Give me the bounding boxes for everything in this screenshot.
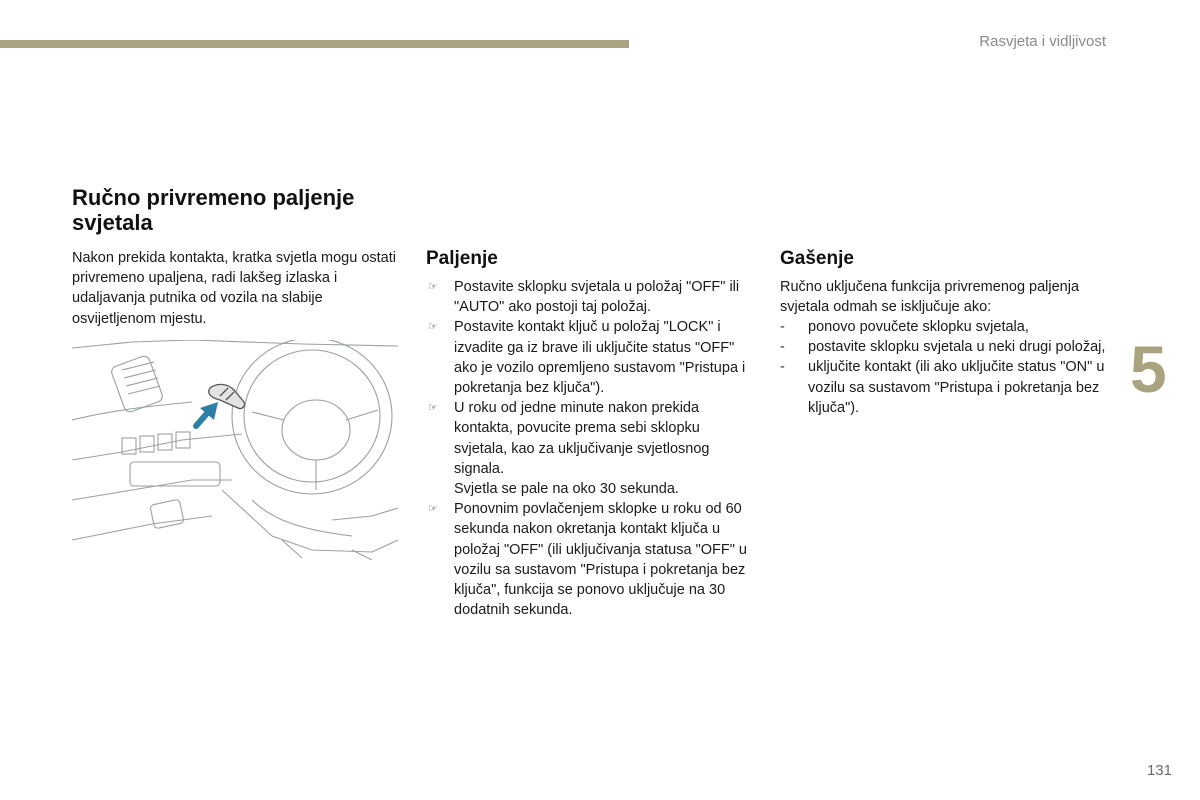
header-accent-bar: [0, 40, 629, 48]
pointing-hand-icon: ☞: [428, 402, 438, 415]
page-title: Ručno privremeno paljenje svjetala: [72, 185, 355, 235]
pull-direction-arrow-icon: [196, 402, 218, 426]
pointing-hand-icon: ☞: [428, 321, 438, 334]
list-item: ☞ Postavite sklopku svjetala u položaj "OFF" ili "AUTO" ako postoji taj položaj.: [428, 279, 740, 316]
page-number: 131: [1146, 762, 1172, 779]
gasenje-conditions-list: [780, 317, 1110, 418]
pointing-hand-icon: ☞: [428, 281, 438, 293]
dash-bullet: -: [780, 339, 785, 356]
steering-column-illustration: [72, 340, 398, 560]
list-item: - postavite sklopku svjetala u neki drugi položaj,: [780, 337, 1110, 357]
chapter-number: 5: [1130, 332, 1167, 406]
intro-paragraph: Nakon prekida kontakta, kratka svjetla mogu ostati privremeno upaljena, radi lakšeg izlaska i udaljavanja putnika od vozila na slabije osvijetljenom mjestu.: [72, 250, 396, 327]
list-item: ☞ U roku od jedne minute nakon prekida kontakta, povucite prema sebi sklopku svjetala, kao za uključivanje svjetlosnog signala. Svjetla se pale na oko 30 sekunda.: [426, 398, 756, 499]
paljenje-steps-list: [426, 277, 756, 620]
dash-bullet: -: [780, 319, 785, 335]
gasenje-intro: Ručno uključena funkcija privremenog paljenja svjetala odmah se isključuje ako:: [780, 279, 1080, 316]
section-title-paljenje: Paljenje: [426, 248, 498, 269]
list-item: ☞ Postavite kontakt ključ u položaj "LOCK" i izvadite ga iz brave ili uključite status "OFF" ako je vozilo opremljeno sustavom "Pristupa i pokretanja bez ključa").: [428, 319, 746, 397]
pointing-hand-icon: ☞: [428, 503, 438, 516]
list-item: - uključite kontakt (ili ako uključite status "ON" u vozilu sa sustavom "Pristupa i pokretanja bez ključa").: [780, 359, 1105, 416]
section-header-title: Rasvjeta i vidljivost: [979, 33, 1106, 50]
list-item: ☞ Ponovnim povlačenjem sklopke u roku od 60 sekunda nakon okretanja kontakt ključa u položaj "OFF" (ili uključivanja statusa "OFF" u vozilu sa sustavom "Pristupa i pokretanja bez ključa", funkcija se ponovo uključuje na 30 dodatnih sekunda.: [428, 501, 747, 619]
list-item-note: Svjetla se pale na oko 30 sekunda.: [454, 481, 679, 498]
section-title-gasenje: Gašenje: [780, 248, 854, 269]
list-item: - ponovo povučete sklopku svjetala,: [780, 317, 1110, 337]
dash-bullet: -: [780, 359, 785, 376]
